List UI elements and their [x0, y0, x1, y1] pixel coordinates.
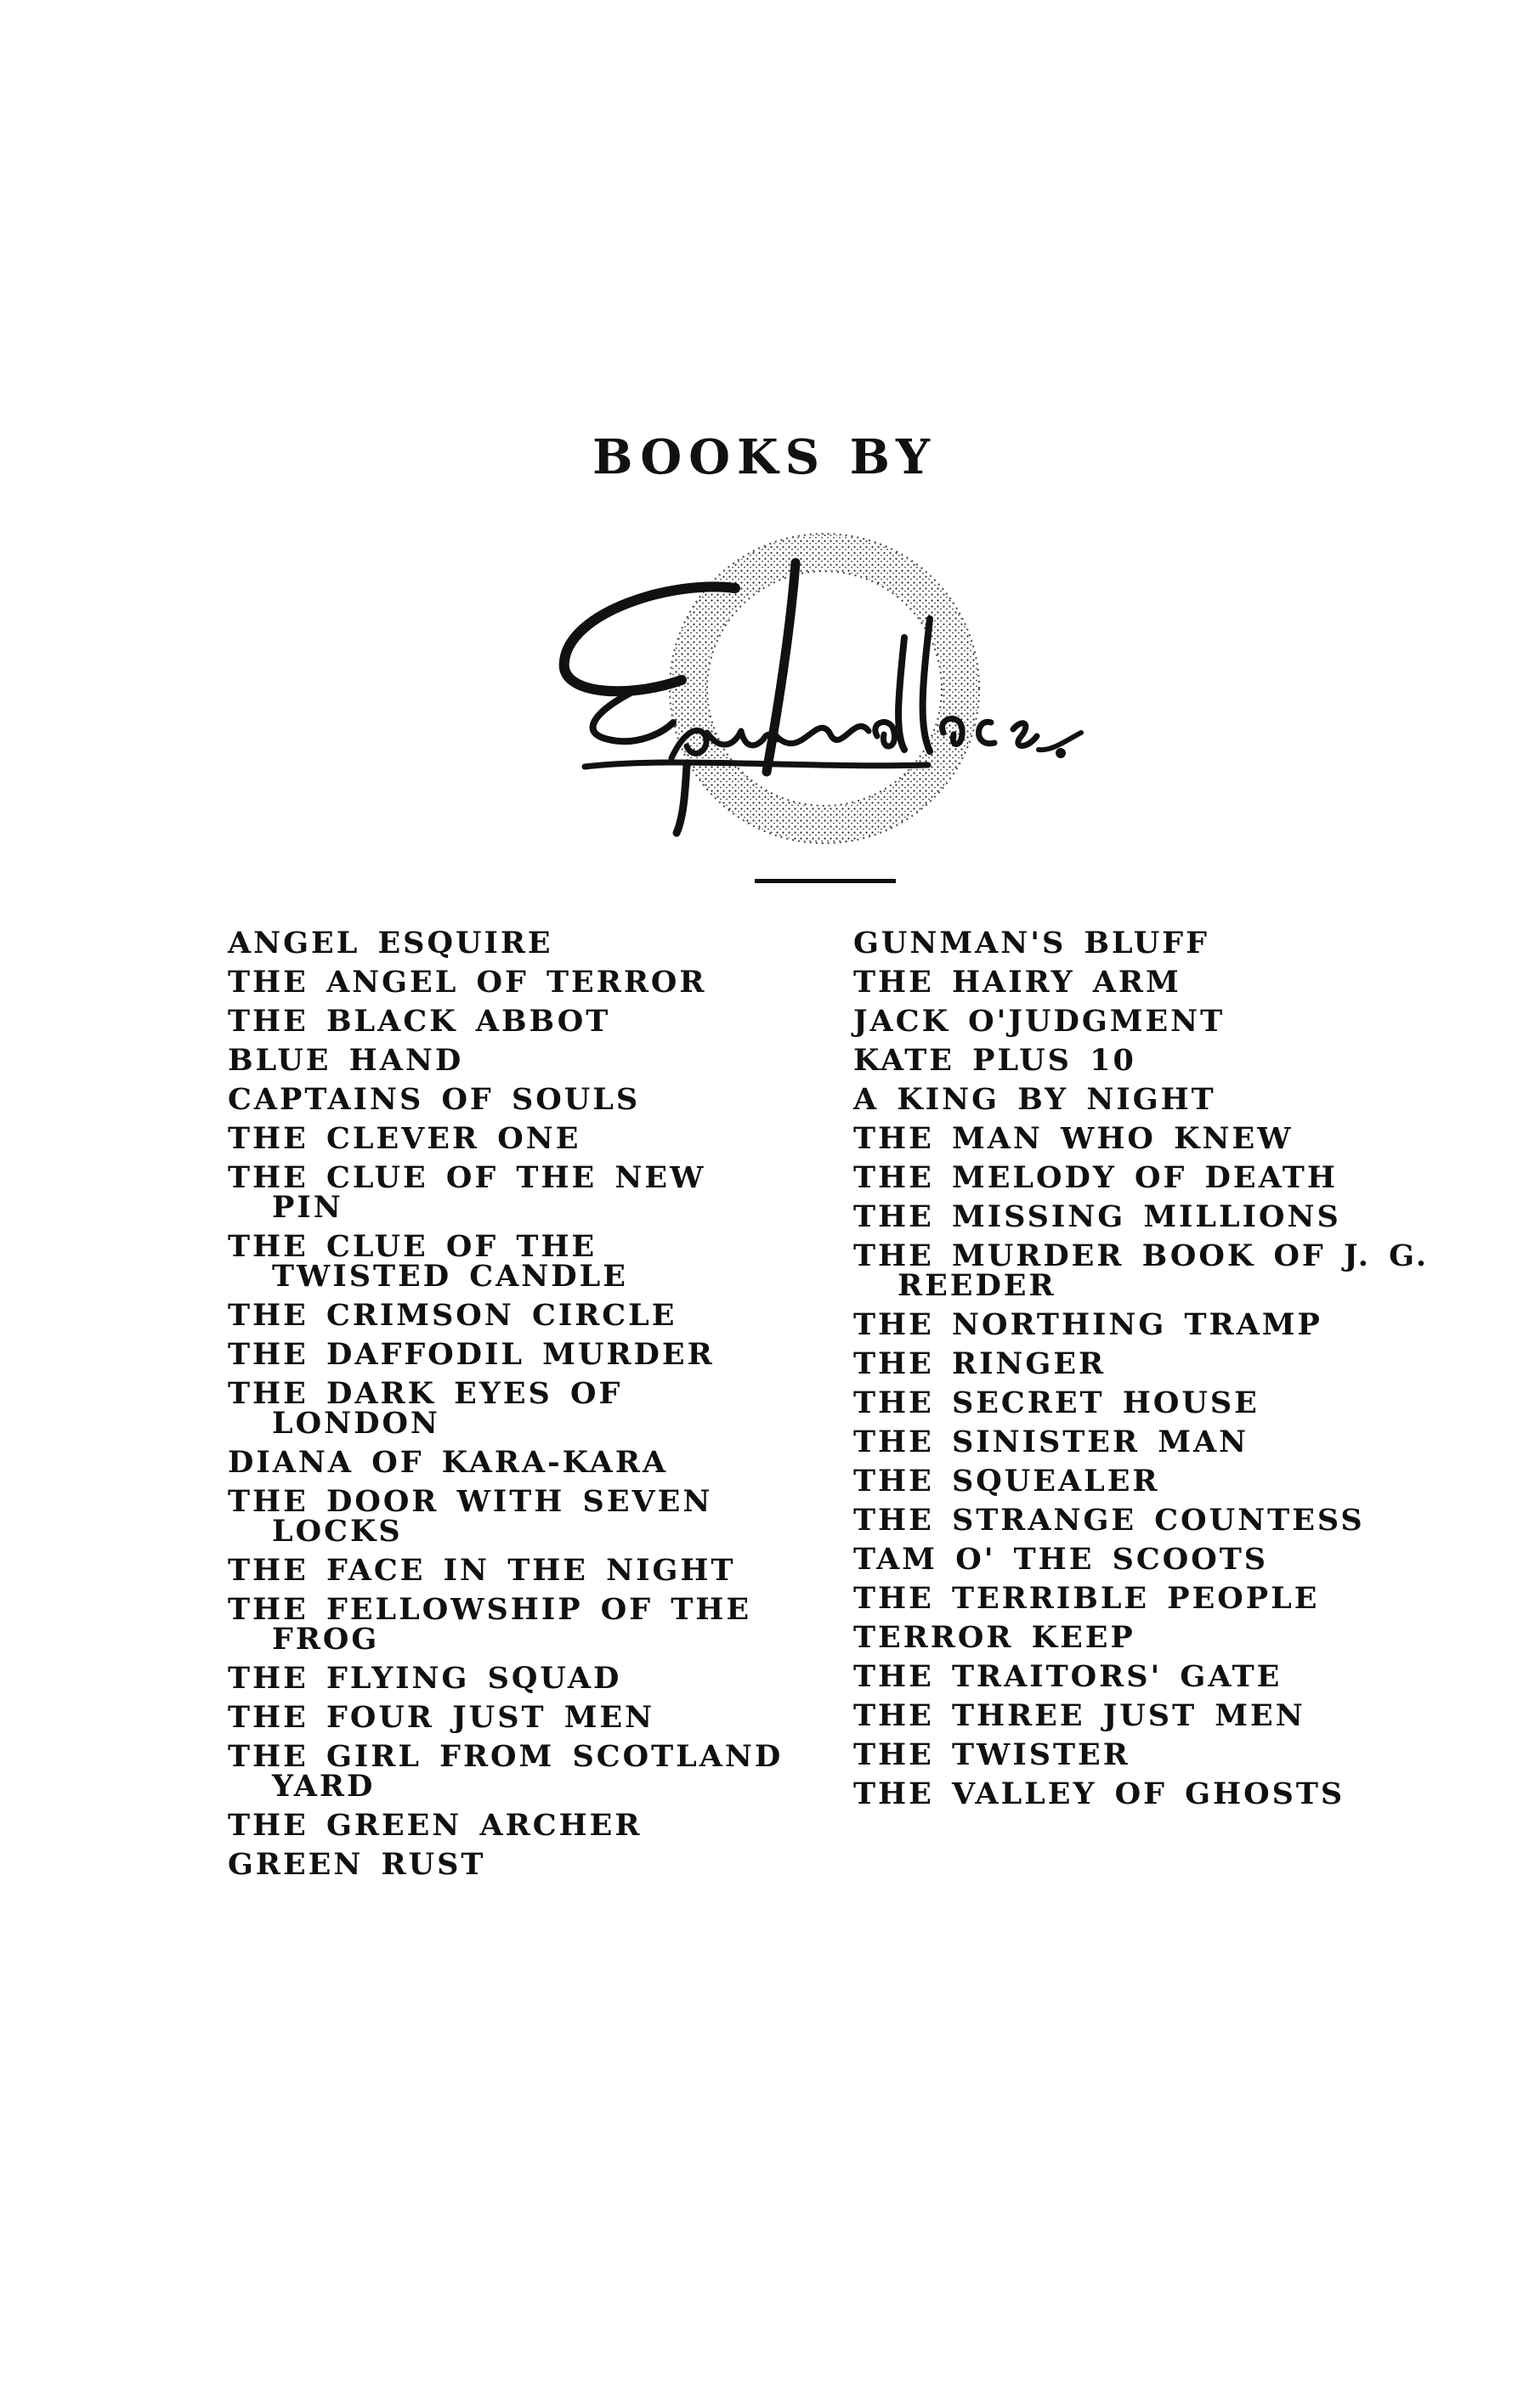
- list-item: JACK O'JUDGMENT: [853, 1004, 1226, 1039]
- list-item: THE FACE IN THE NIGHT: [228, 1553, 736, 1588]
- list-item: THE FOUR JUST MEN: [228, 1700, 655, 1735]
- list-item: ANGEL ESQUIRE: [228, 926, 553, 960]
- list-item: THE SQUEALER: [853, 1464, 1160, 1499]
- list-item: THE SINISTER MAN: [853, 1425, 1249, 1459]
- list-item: THE CLUE OF THE NEW PIN: [228, 1160, 706, 1225]
- list-item: THE HAIRY ARM: [853, 965, 1181, 1000]
- list-item: THE FELLOWSHIP OF THE FROG: [228, 1592, 752, 1657]
- page-heading: BOOKS BY: [592, 429, 937, 485]
- list-item: THE CLEVER ONE: [228, 1121, 581, 1156]
- list-item: GUNMAN'S BLUFF: [853, 926, 1209, 960]
- list-item: THE FLYING SQUAD: [228, 1661, 622, 1696]
- book-list-right: [853, 928, 1448, 1818]
- list-item: THE STRANGE COUNTESS: [853, 1503, 1365, 1538]
- list-item: THE DOOR WITH SEVEN LOCKS: [228, 1484, 713, 1549]
- list-item: DIANA OF KARA-KARA: [228, 1445, 669, 1480]
- list-item: TERROR KEEP: [853, 1620, 1135, 1655]
- list-item: THE NORTHING TRAMP: [853, 1307, 1322, 1342]
- list-item: THE CRIMSON CIRCLE: [228, 1298, 677, 1333]
- list-item: THE MELODY OF DEATH: [853, 1160, 1338, 1195]
- list-item: THE SECRET HOUSE: [853, 1385, 1260, 1420]
- list-item: KATE PLUS 10: [853, 1043, 1136, 1078]
- divider-rule: [755, 879, 896, 883]
- list-item: THE VALLEY OF GHOSTS: [853, 1776, 1345, 1811]
- list-item: GREEN RUST: [228, 1847, 486, 1882]
- list-item: THE DARK EYES OF LONDON: [228, 1376, 623, 1441]
- list-item: THE THREE JUST MEN: [853, 1698, 1305, 1733]
- list-item: THE MISSING MILLIONS: [853, 1199, 1341, 1234]
- list-item: TAM O' THE SCOOTS: [853, 1542, 1269, 1577]
- list-item: THE TRAITORS' GATE: [853, 1659, 1283, 1694]
- list-item: THE MAN WHO KNEW: [853, 1121, 1294, 1156]
- list-item: THE ANGEL OF TERROR: [228, 965, 707, 1000]
- list-item: THE RINGER: [853, 1346, 1107, 1381]
- list-item: CAPTAINS OF SOULS: [228, 1082, 641, 1117]
- book-list-left: [228, 928, 789, 1889]
- list-item: THE DAFFODIL MURDER: [228, 1337, 715, 1372]
- signature-strokes: [564, 563, 1081, 833]
- list-item: BLUE HAND: [228, 1043, 464, 1078]
- list-item: THE MURDER BOOK OF J. G. REEDER: [853, 1238, 1430, 1303]
- list-item: THE TERRIBLE PEOPLE: [853, 1581, 1320, 1616]
- list-item: THE GIRL FROM SCOTLAND YARD: [228, 1739, 784, 1804]
- seal-ring: [688, 552, 960, 824]
- list-item: THE CLUE OF THE TWISTED CANDLE: [228, 1229, 628, 1294]
- list-item: A KING BY NIGHT: [853, 1082, 1216, 1117]
- list-item: THE TWISTER: [853, 1737, 1130, 1772]
- author-signature-seal: [544, 510, 1088, 867]
- list-item: THE BLACK ABBOT: [228, 1004, 611, 1039]
- list-item: THE GREEN ARCHER: [228, 1808, 643, 1843]
